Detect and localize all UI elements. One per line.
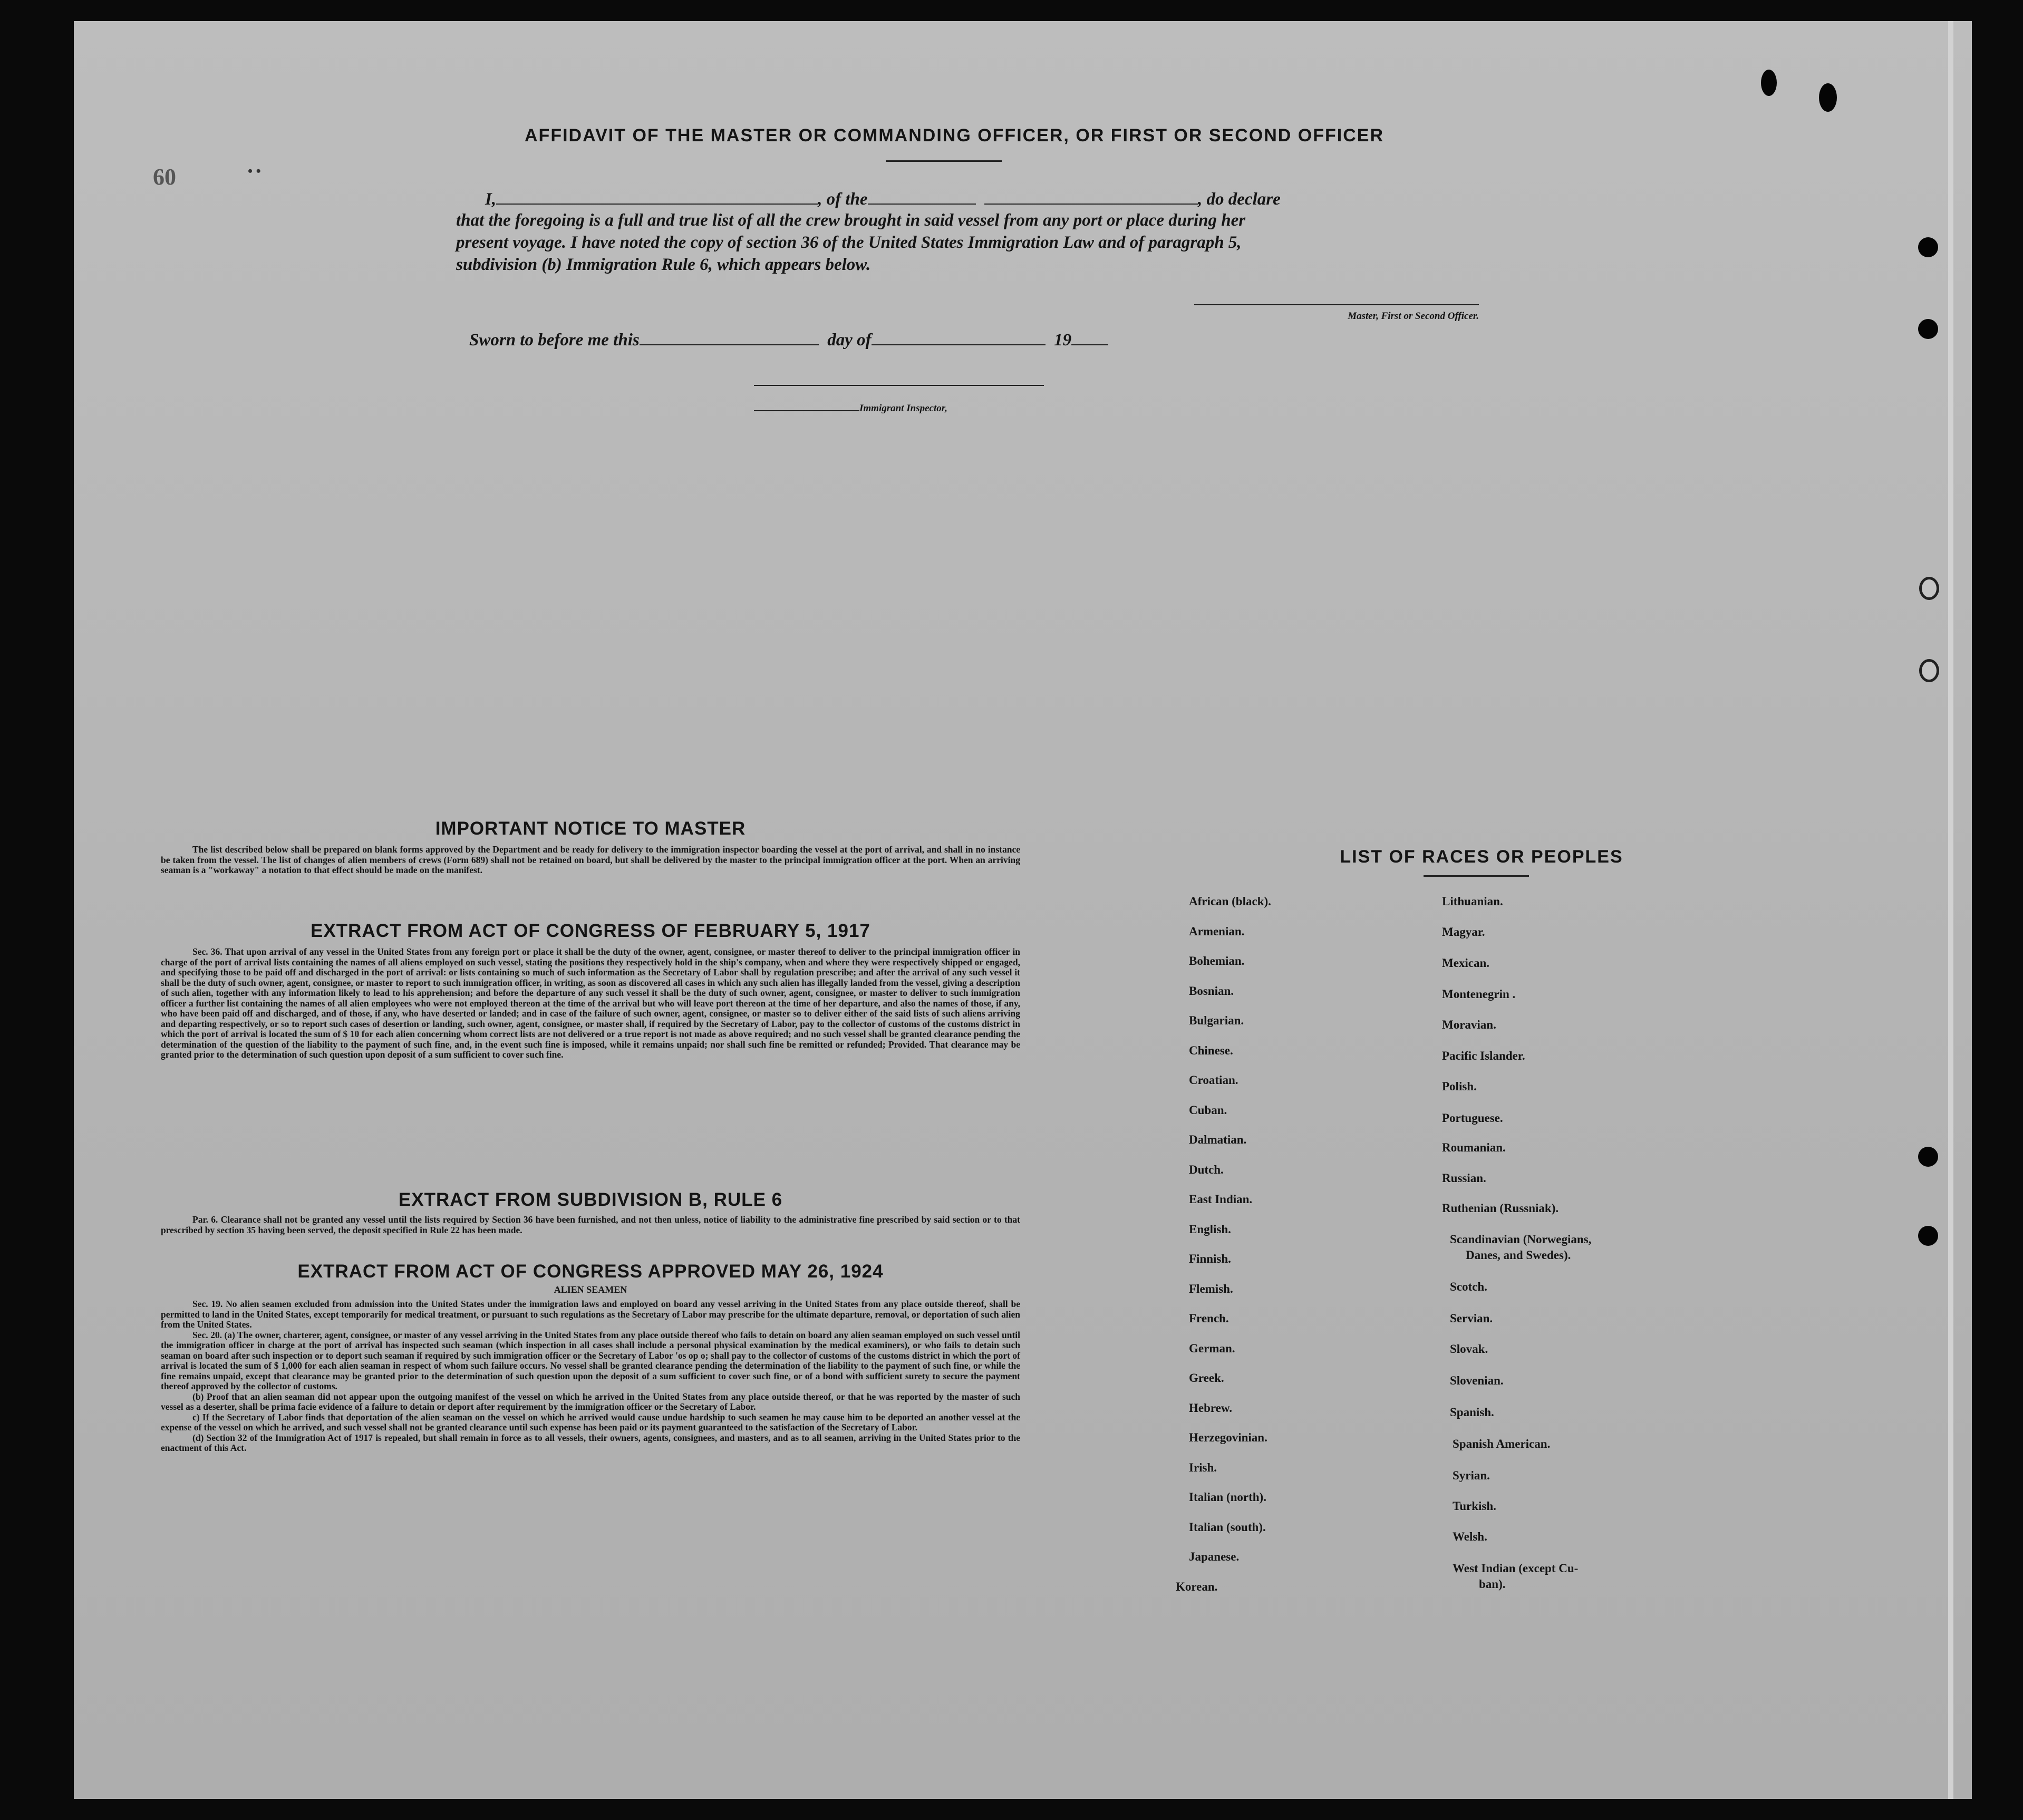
rule-6-title: EXTRACT FROM SUBDIVISION B, RULE 6 [398,1189,783,1210]
race-item: African (black). [1189,895,1271,908]
race-item: East Indian. [1189,1193,1253,1206]
race-item: German. [1189,1341,1235,1355]
race-item: Portuguese. [1442,1111,1503,1125]
punch-hole [1761,70,1777,96]
race-item: West Indian (except Cu- [1453,1562,1579,1575]
race-item: Slovak. [1450,1342,1488,1356]
race-item: Armenian. [1189,924,1245,938]
sworn-day-blank[interactable] [640,330,819,345]
vessel-blank-2[interactable] [984,189,1198,205]
extract-1924-text [161,1299,1020,1454]
race-item: Chinese. [1189,1043,1233,1057]
race-item: French. [1189,1312,1229,1325]
affidavit-line-2: that the foregoing is a full and true list of all the crew brought in said vessel from any port or place during her [456,211,1246,230]
race-item: Russian. [1442,1172,1486,1185]
affidavit-do-declare: , do declare [1198,190,1281,209]
punch-hole [1918,237,1938,257]
punch-hole [1918,1147,1938,1167]
race-item: Croatian. [1189,1073,1238,1087]
race-item: Finnish. [1189,1252,1231,1265]
race-item: Magyar. [1442,925,1485,938]
race-item: Japanese. [1189,1550,1240,1563]
sworn-month-blank[interactable] [872,330,1046,345]
handwritten-number: 60 [153,164,176,190]
race-item: Scotch. [1450,1280,1487,1293]
race-item: Danes, and Swedes). [1466,1248,1571,1262]
year-prefix: 19 [1054,331,1072,350]
sec-20c: c) If the Secretary of Labor finds that deportation of the alien seaman on the vessel on which he arrived would cause undue hardship to such seamen he may cause him to be deported an another vessel at the expense of the vessel on which he arrived, and such vessel shall not be granted clearance until such expense has been paid or its payment guaranteed to the satisfaction of the Secretary of Labor. [161,1411,1020,1432]
ink-dots: • • [248,163,261,179]
notice-text: The list described below shall be prepared on blank forms approved by the Department and be ready for delivery to the immigration inspector boarding the vessel at the port of arrival, and shall in no instance be taken from the vessel. The list of changes of alien members of crews (Form 689) shall not be retained on board, but shall be delivered by the master to the principal immigration officer at the port. When an arriving seaman is a "workaway" a notation to that effect should be made on the manifest. [161,844,1020,875]
punch-hole [1918,1226,1938,1246]
race-item: Polish. [1442,1080,1477,1093]
race-item: Roumanian. [1442,1141,1506,1154]
race-item: Moravian. [1442,1018,1496,1031]
race-item: Spanish. [1450,1406,1494,1419]
inspector-blank[interactable] [754,403,859,411]
sworn-line [469,330,1108,350]
rule-6-text: Par. 6. Clearance shall not be granted any vessel until the lists required by Section 36 have been furnished, and not then unless, notice of liability to the administrative fine prescribed by said section or to that prescribed by section 35 having been served, the deposit specified in Rule 22 has been made. [161,1214,1020,1235]
sworn-text: Sworn to before me this [469,331,640,350]
race-item: Dalmatian. [1189,1133,1247,1146]
sec-20b: (b) Proof that an alien seaman did not appear upon the outgoing manifest of the vessel on which he arrived in the United States from any place outside thereof, or that he was reported by the master of such vessel as a deserter, shall be prima facie evidence of a failure to detain or deport after requirement by the immigration officer or the Secretary of Labor. [161,1391,1020,1412]
punch-hole [1819,83,1837,112]
vessel-blank-1[interactable] [868,189,976,205]
race-item: Flemish. [1189,1282,1233,1295]
signature-caption: Master, First or Second Officer. [1348,311,1479,322]
punch-hole [1918,319,1938,339]
race-item: Syrian. [1453,1469,1490,1482]
race-item: English. [1189,1222,1231,1236]
race-item: Turkish. [1453,1499,1496,1513]
inspector-caption: Immigrant Inspector, [859,403,947,414]
day-of-text: day of [827,331,872,350]
affidavit-line-4: subdivision (b) Immigration Rule 6, which appears below. [456,255,871,274]
race-item: Mexican. [1442,956,1490,970]
punch-ring [1919,577,1939,600]
race-item: Bohemian. [1189,954,1245,967]
race-item: Lithuanian. [1442,895,1503,908]
page-edge [1948,21,1953,1799]
race-item: Welsh. [1453,1530,1487,1543]
affidavit-line-1 [485,189,1281,209]
race-item: Servian. [1450,1312,1493,1325]
inspector-line-top [754,385,941,386]
affidavit-of-the: , of the [818,190,868,209]
affidavit-i: I, [485,190,497,209]
race-item: Cuban. [1189,1103,1227,1117]
year-blank[interactable] [1071,330,1108,345]
race-item: Greek. [1189,1371,1224,1385]
inspector-line-top-2 [933,385,1044,386]
race-item: Pacific Islander. [1442,1049,1525,1062]
notice-title: IMPORTANT NOTICE TO MASTER [435,818,746,839]
race-item: Hebrew. [1189,1401,1232,1415]
races-title-underline [1424,875,1529,877]
sec-20d: (d) Section 32 of the Immigration Act of 1917 is repealed, but shall remain in force as to all vessels, their owners, agents, consignees, and masters, and as to all seamen, arriving in the United States prior to the enactment of this Act. [161,1432,1020,1453]
extract-1917-text: Sec. 36. That upon arrival of any vessel in the United States from any foreign port or place it shall be the duty of the owner, agent, consignee, or master thereof to deliver to the principal immigration officer in charge of the port of arrival lists containing the names of all aliens employed on such vessel, stating the positions they respectively hold in the ship's company, when and where they were respectively shipped or engaged, and specifying those to be paid off and discharged in the port of arrival: or lists containing so much of such information as the Secretary of Labor shall by regulation prescribe; and after the arrival of any such vessel it shall be the duty of such owner, agent, consignee, or master to report to such immigration officer, in writing, as soon as discovered all cases in which any such alien has illegally landed from the vessel, giving a description of such alien, together with any information likely to lead to his apprehension; and before the departure of any such vessel it shall be the duty of such owner, agent, consignee, or master to deliver to such immigration officer a further list containing the names of all alien employees who were not employed thereon at the time of the arrival but who will leave port thereon at the time of her departure, and also the names of those, if any, who have been paid off and discharged, and of those, if any, who have deserted or landed; and in case of the failure of such owner, agent, consignee, or master so to deliver either of the said lists of such aliens arriving and departing respectively, or so to report such cases of desertion or landing, such owner, agent, consignee, or master shall, if required by the Secretary of Labor, pay to the collector of customs of the customs district in which the port of arrival is located the sum of $ 10 for each alien concerning whom correct lists are not delivered or a true report is not made as above required; and no such vessel shall be granted clearance pending the determination of the question of the liability to the payment of such fine, and, in the event such fine is imposed, while it remains unpaid; nor shall such fine be remitted or refunded; Provided. That clearance may be granted prior to the determination of such question upon deposit of a sum sufficient to cover such fine. [161,946,1020,1060]
race-item: Slovenian. [1450,1374,1504,1387]
inspector-line [754,403,947,414]
manifest-page [74,21,1972,1799]
name-blank[interactable] [496,189,818,205]
race-item: Italian (north). [1189,1490,1266,1504]
race-item: Herzegovinian. [1189,1431,1267,1444]
race-item: Dutch. [1189,1163,1224,1176]
title-underline [886,160,1002,162]
affidavit-line-3: present voyage. I have noted the copy of section 36 of the United States Immigration Law and of paragraph 5, [456,233,1242,252]
extract-1917-title: EXTRACT FROM ACT OF CONGRESS OF FEBRUARY 5, 1917 [311,921,870,941]
race-item: Irish. [1189,1460,1217,1474]
race-item: Scandinavian (Norwegians, [1450,1233,1592,1246]
race-item: Spanish American. [1453,1437,1551,1450]
races-title: LIST OF RACES OR PEOPLES [1340,847,1623,867]
sec-19: Sec. 19. No alien seamen excluded from admission into the United States under the immigration laws and employed on board any vessel arriving in the United States from any place outside thereof, shall be permitted to land in the United States, except temporarily for medical treatment, or pursuant to such regulations as the Secretary of Labor may prescribe for the ultimate departure, removal, or deportation of such alien from the United States. [161,1299,1020,1330]
race-item: Ruthenian (Russniak). [1442,1202,1559,1215]
punch-ring [1919,659,1939,682]
bleed-through-text [1049,71,1945,134]
sec-20a: Sec. 20. (a) The owner, charterer, agent, consignee, or master of any vessel arriving in the United States from any place outside thereof who fails to detain on board any alien seaman employed on such vessel until the immigration officer in charge at the port of arrival has inspected such seaman (which inspection in all cases shall include a personal physical examination by the medical examiners), or who fails to detain such seaman on board after such inspection or to deport such seaman if required by such immigration officer or the Secretary of Labor 'os op o; shall pay to the collector of customs of the customs district in which the port of arrival is located the sum of $ 1,000 for each alien seaman in respect of whom such failure occurs. No vessel shall be granted clearance pending the determination of the liability to the payment of such fine, or while the fine remains unpaid, except that clearance may be granted prior to the determination of such question upon the deposit of a sum sufficient to cover such fine, or of a bond with sufficient surety to secure the payment thereof approved by the collector of customs. [161,1329,1020,1391]
extract-1924-subtitle: ALIEN SEAMEN [554,1284,627,1295]
race-item: Italian (south). [1189,1520,1266,1534]
race-item: Montenegrin . [1442,988,1516,1001]
race-item: Korean. [1176,1580,1218,1593]
affidavit-title: AFFIDAVIT OF THE MASTER OR COMMANDING OFFICER, OR FIRST OR SECOND OFFICER [525,125,1384,146]
race-item: ban). [1479,1577,1506,1591]
race-item: Bosnian. [1189,984,1234,998]
signature-line[interactable] [1194,304,1479,305]
race-item: Bulgarian. [1189,1014,1244,1027]
extract-1924-title: EXTRACT FROM ACT OF CONGRESS APPROVED MAY 26, 1924 [297,1261,884,1282]
